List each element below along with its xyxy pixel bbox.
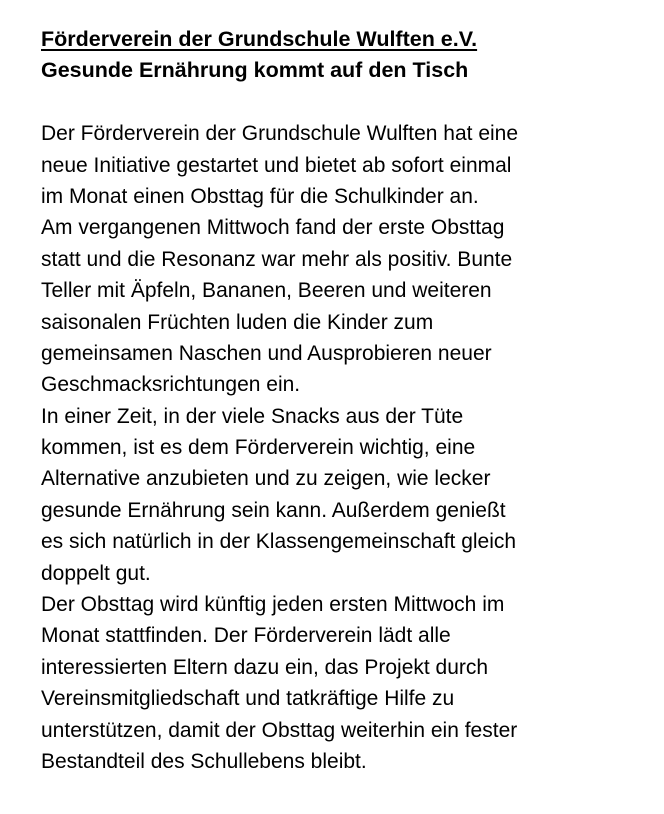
document-page [41, 24, 651, 777]
body-line: unterstützen, damit der Obsttag weiterhin ein fester [41, 718, 518, 742]
body-line: Am vergangenen Mittwoch fand der erste Obsttag [41, 216, 505, 240]
organization-title: Förderverein der Grundschule Wulften e.V. [41, 27, 478, 51]
body-line: Bestandteil des Schullebens bleibt. [41, 749, 367, 773]
body-line: Geschmacksrichtungen ein. [41, 373, 301, 397]
body-line: gesunde Ernährung sein kann. Außerdem genießt [41, 498, 506, 522]
body-line: Vereinsmitgliedschaft und tatkräftige Hilfe zu [41, 687, 455, 711]
body-line: doppelt gut. [41, 561, 151, 585]
headline: Gesunde Ernährung kommt auf den Tisch [41, 58, 469, 83]
body-line: es sich natürlich in der Klassengemeinschaft gleich [41, 530, 517, 554]
article-body [41, 118, 651, 777]
body-line: interessierten Eltern dazu ein, das Projekt durch [41, 655, 489, 679]
body-line: In einer Zeit, in der viele Snacks aus der Tüte [41, 404, 464, 428]
body-line: Monat stattfinden. Der Förderverein lädt alle [41, 624, 451, 648]
paragraph-spacer [41, 87, 651, 118]
body-line: Teller mit Äpfeln, Bananen, Beeren und weiteren [41, 279, 492, 303]
body-line: Der Obsttag wird künftig jeden ersten Mittwoch im [41, 593, 505, 617]
body-line: saisonalen Früchten luden die Kinder zum [41, 310, 434, 334]
body-line: Alternative anzubieten und zu zeigen, wie lecker [41, 467, 491, 491]
body-line: statt und die Resonanz war mehr als positiv. Bunte [41, 247, 513, 271]
body-line: neue Initiative gestartet und bietet ab sofort einmal [41, 153, 512, 177]
body-line: im Monat einen Obsttag für die Schulkinder an. [41, 184, 479, 208]
body-line: kommen, ist es dem Förderverein wichtig, eine [41, 436, 476, 460]
body-line: gemeinsamen Naschen und Ausprobieren neuer [41, 341, 492, 365]
body-line: Der Förderverein der Grundschule Wulften hat eine [41, 122, 519, 146]
